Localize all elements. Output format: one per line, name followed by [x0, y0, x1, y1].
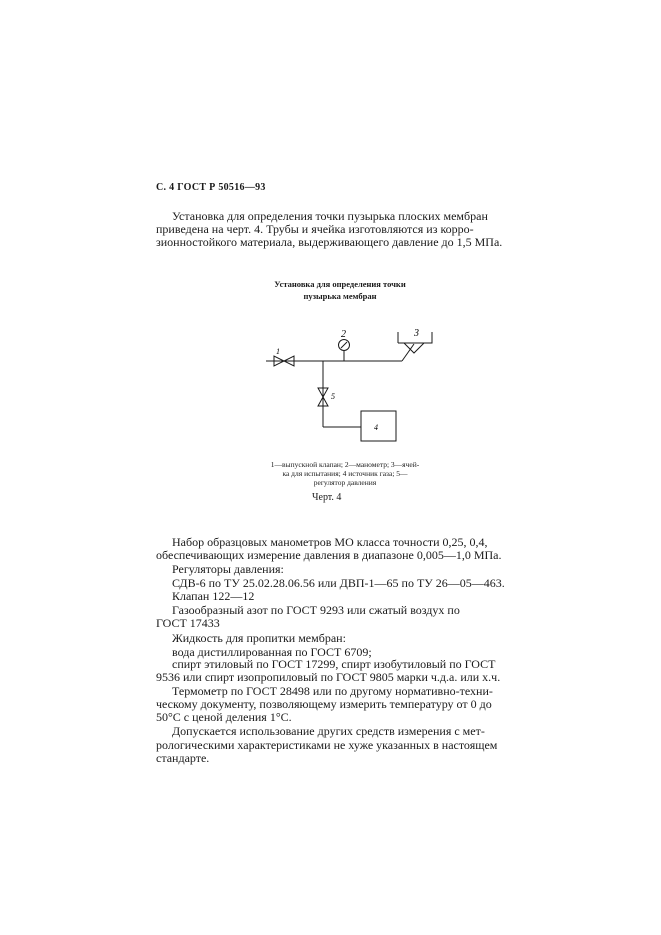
body-line-15: Допускается использование других средств измерения с мет- [172, 724, 485, 738]
body-line-3: Регуляторы давления: [172, 562, 284, 576]
figure-title-line-2: пузырька мембран [303, 291, 377, 301]
body-line-16: рологическими характеристиками не хуже указанных в настоящем [156, 738, 498, 752]
body-line-17: стандарте. [156, 751, 210, 765]
body-line-9: вода дистиллированная по ГОСТ 6709; [172, 645, 372, 659]
intro-line-3: зионностойкого материала, выдерживающего давление до 1,5 МПа. [156, 235, 503, 249]
body-line-7: ГОСТ 17433 [156, 616, 220, 630]
caption-line-2: ка для испытания; 4 источник газа; 5— [282, 469, 408, 478]
intro-line-2: приведена на черт. 4. Трубы и ячейка изготовляются из корро- [156, 222, 474, 236]
figure-label: Черт. 4 [312, 492, 342, 503]
body-line-10: спирт этиловый по ГОСТ 17299, спирт изобутиловый по ГОСТ [172, 657, 496, 671]
label-4: 4 [374, 423, 378, 432]
label-2: 2 [341, 329, 346, 340]
label-3: 3 [414, 328, 419, 339]
body-line-2: обеспечивающих измерение давления в диапазоне 0,005—1,0 МПа. [156, 548, 502, 562]
caption-line-3: регулятор давления [313, 478, 377, 487]
label-5: 5 [331, 392, 335, 401]
body-line-12: Термометр по ГОСТ 28498 или по другому нормативно-техни- [172, 684, 493, 698]
body-line-13: ческому документу, позволяющему измерить температуру от 0 до [156, 697, 492, 711]
gas-source-box [361, 411, 396, 441]
body-line-8: Жидкость для пропитки мембран: [172, 631, 346, 645]
body-line-5: Клапан 122—12 [172, 589, 255, 603]
label-1: 1 [276, 347, 280, 356]
figure-caption [240, 460, 450, 487]
figure-title-line-1: Установка для определения точки [274, 279, 406, 289]
manometer-needle [341, 342, 347, 348]
body-line-1: Набор образцовых манометров МО класса точности 0,25, 0,4, [172, 535, 488, 549]
page-header: С. 4 ГОСТ Р 50516—93 [156, 182, 266, 193]
body-line-14: 50°С с ценой деления 1°С. [156, 710, 292, 724]
intro-line-1: Установка для определения точки пузырька плоских мембран [172, 209, 488, 223]
body-line-11: 9536 или спирт изопропиловый по ГОСТ 9805 марки ч.д.а. или х.ч. [156, 670, 501, 684]
caption-line-1: 1—выпускной клапан; 2—манометр; 3—ячей- [270, 460, 420, 469]
body-line-4: СДВ-6 по ТУ 25.02.28.06.56 или ДВП-1—65 по ТУ 26—05—463. [172, 576, 505, 590]
body-line-6: Газообразный азот по ГОСТ 9293 или сжатый воздух по [172, 603, 460, 617]
